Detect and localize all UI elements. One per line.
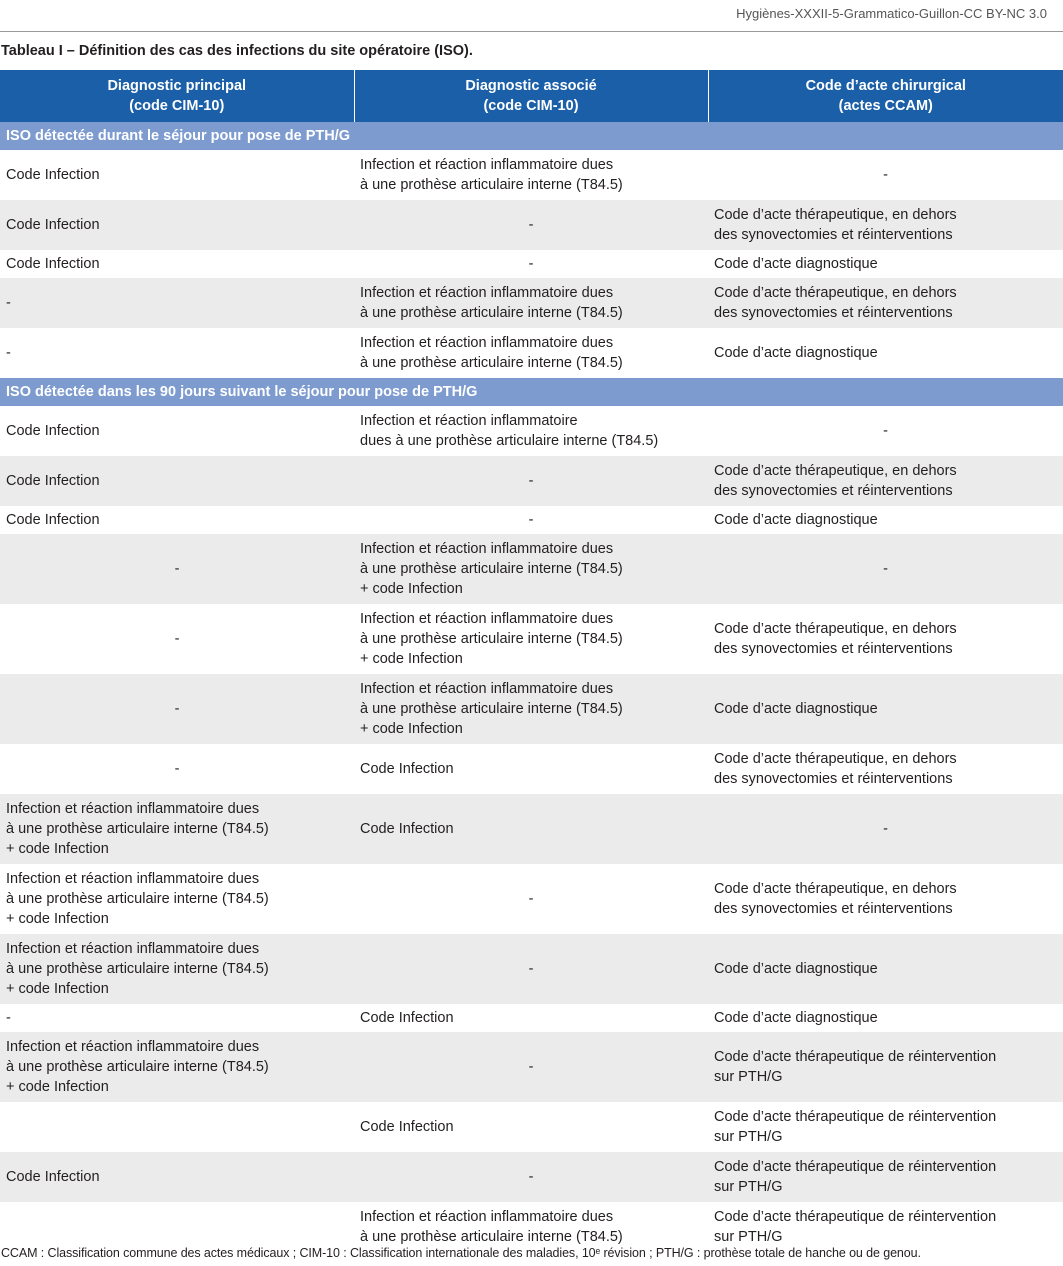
table-cell-diagnostic-principal: - (6, 1010, 11, 1026)
table-row (0, 744, 1063, 794)
table-cell-code-acte: Code d’acte diagnostique (714, 345, 878, 361)
table-cell-diagnostic-associe: Infection et réaction inflammatoire dues à une prothèse articulaire interne (T84.5) (360, 157, 623, 193)
table-cell-diagnostic-associe: - (354, 456, 708, 506)
header-sublabel: (code CIM-10) (129, 98, 225, 114)
table-row (0, 200, 1063, 250)
table-row (0, 794, 1063, 864)
table-cell-diagnostic-associe: - (528, 891, 534, 907)
table-row (0, 864, 1063, 934)
table-cell-diagnostic-associe: Infection et réaction inflammatoire dues à une prothèse articulaire interne (T84.5) (360, 335, 623, 371)
table-cell-diagnostic-principal: Code Infection (6, 512, 100, 528)
section-header-row (0, 378, 1063, 406)
table-cell-diagnostic-principal: Code Infection (0, 1152, 354, 1202)
table-cell-diagnostic-associe: Code Infection (360, 1119, 454, 1135)
table-cell-code-acte: Code d’acte thérapeutique de réintervention sur PTH/G (708, 1032, 1063, 1102)
section-header-row (0, 122, 1063, 150)
table-cell-code-acte: Code d’acte diagnostique (714, 512, 878, 528)
table-cell-diagnostic-associe: Infection et réaction inflammatoire dues à une prothèse articulaire interne (T84.5) (360, 1209, 623, 1245)
header-sublabel: (actes CCAM) (838, 98, 933, 114)
table-cell-diagnostic-principal: - (0, 674, 354, 744)
iso-definition-table (0, 70, 1063, 1252)
table-cell-code-acte: Code d’acte thérapeutique, en dehors des synovectomies et réinterventions (708, 200, 1063, 250)
table-cell-diagnostic-principal: - (174, 631, 180, 647)
table-cell-diagnostic-associe: Code Infection (360, 1010, 454, 1026)
table-cell-code-acte: - (708, 794, 1063, 864)
table-cell-code-acte: Code d’acte thérapeutique de réintervention sur PTH/G (714, 1209, 997, 1245)
table-row (0, 278, 1063, 328)
table-cell-diagnostic-principal: - (174, 761, 180, 777)
table-row (0, 934, 1063, 1004)
table-cell-code-acte: Code d’acte thérapeutique, en dehors des synovectomies et réinterventions (714, 881, 957, 917)
header-label: Code d’acte chirurgical (805, 78, 966, 94)
table-row (0, 150, 1063, 200)
table-cell-diagnostic-principal: Infection et réaction inflammatoire dues à une prothèse articulaire interne (T84.5) + code Infection (0, 794, 354, 864)
table-row (0, 328, 1063, 378)
header-divider (0, 31, 1063, 32)
table-cell-code-acte: Code d’acte thérapeutique, en dehors des synovectomies et réinterventions (714, 621, 957, 657)
table-row (0, 604, 1063, 674)
table-row (0, 250, 1063, 278)
table-row (0, 1032, 1063, 1102)
table-cell-diagnostic-principal: Code Infection (6, 167, 100, 183)
table-cell-diagnostic-associe: Code Infection (360, 761, 454, 777)
table-cell-diagnostic-principal: Code Infection (6, 256, 100, 272)
table-cell-code-acte: Code d’acte diagnostique (708, 934, 1063, 1004)
header-sublabel: (code CIM-10) (483, 98, 579, 114)
table-cell-diagnostic-associe: - (354, 1152, 708, 1202)
header-diagnostic-associe (354, 70, 708, 122)
table-cell-code-acte: Code d’acte thérapeutique, en dehors des synovectomies et réinterventions (714, 751, 957, 787)
table-cell-code-acte: - (883, 167, 888, 183)
table-cell-diagnostic-principal: Infection et réaction inflammatoire dues à une prothèse articulaire interne (T84.5) + code Infection (0, 1032, 354, 1102)
table-cell-diagnostic-principal: Code Infection (6, 423, 100, 439)
table-cell-diagnostic-principal: Infection et réaction inflammatoire dues à une prothèse articulaire interne (T84.5) + code Infection (0, 934, 354, 1004)
running-head: Hygiènes-XXXII-5-Grammatico-Guillon-CC BY-NC 3.0 (736, 6, 1047, 21)
table-cell-diagnostic-associe: - (528, 512, 534, 528)
header-label: Diagnostic associé (465, 78, 597, 94)
table-row (0, 1202, 1063, 1252)
table-cell-diagnostic-associe: - (528, 256, 534, 272)
table-row (0, 1102, 1063, 1152)
header-code-acte (708, 70, 1063, 122)
table-row (0, 406, 1063, 456)
table-cell-code-acte: Code d’acte diagnostique (714, 1010, 878, 1026)
table-footnote: CCAM : Classification commune des actes médicaux ; CIM-10 : Classification internationale des maladies, 10ᵉ révision ; PTH/G : prothèse totale de hanche ou de genou. (1, 1246, 921, 1260)
table-cell-diagnostic-associe: - (354, 200, 708, 250)
table-header-row (0, 70, 1063, 122)
table-cell-diagnostic-principal: - (0, 278, 354, 328)
header-diagnostic-principal (0, 70, 354, 122)
table-row (0, 674, 1063, 744)
table-cell-code-acte: Code d’acte thérapeutique, en dehors des synovectomies et réinterventions (708, 278, 1063, 328)
section-title: ISO détectée dans les 90 jours suivant le séjour pour pose de PTH/G (0, 378, 1063, 406)
table-row (0, 1004, 1063, 1032)
table-cell-diagnostic-associe: Code Infection (354, 794, 708, 864)
table-cell-diagnostic-associe: Infection et réaction inflammatoire dues à une prothèse articulaire interne (T84.5) + code Infection (354, 534, 708, 604)
table-caption: Tableau I – Définition des cas des infections du site opératoire (ISO). (1, 43, 473, 59)
table-cell-code-acte: - (883, 423, 888, 439)
table-row (0, 506, 1063, 534)
table-cell-diagnostic-principal: Code Infection (0, 200, 354, 250)
table-cell-code-acte: Code d’acte diagnostique (714, 256, 878, 272)
table-cell-diagnostic-associe: Infection et réaction inflammatoire dues à une prothèse articulaire interne (T84.5) (360, 413, 659, 449)
table-cell-diagnostic-associe: Infection et réaction inflammatoire dues à une prothèse articulaire interne (T84.5) (354, 278, 708, 328)
table-cell-code-acte: Code d’acte diagnostique (708, 674, 1063, 744)
table-cell-code-acte: Code d’acte thérapeutique de réintervention sur PTH/G (714, 1109, 997, 1145)
table-cell-code-acte: - (708, 534, 1063, 604)
section-title: ISO détectée durant le séjour pour pose de PTH/G (0, 122, 1063, 150)
header-label: Diagnostic principal (107, 78, 247, 94)
table-cell-diagnostic-principal (0, 1102, 354, 1152)
table-cell-diagnostic-principal: Infection et réaction inflammatoire dues à une prothèse articulaire interne (T84.5) + code Infection (6, 871, 269, 927)
table-cell-diagnostic-associe: Infection et réaction inflammatoire dues à une prothèse articulaire interne (T84.5) + code Infection (354, 674, 708, 744)
table-cell-diagnostic-principal (0, 1202, 354, 1252)
table-cell-diagnostic-principal: Code Infection (0, 456, 354, 506)
table-cell-diagnostic-associe: - (354, 1032, 708, 1102)
table-cell-diagnostic-principal: - (6, 345, 11, 361)
table-cell-code-acte: Code d’acte thérapeutique, en dehors des synovectomies et réinterventions (708, 456, 1063, 506)
table-cell-diagnostic-associe: - (354, 934, 708, 1004)
table-cell-code-acte: Code d’acte thérapeutique de réintervention sur PTH/G (708, 1152, 1063, 1202)
table-body (0, 122, 1063, 1252)
table-row (0, 1152, 1063, 1202)
table-row (0, 534, 1063, 604)
table-row (0, 456, 1063, 506)
table-cell-diagnostic-principal: - (0, 534, 354, 604)
table-cell-diagnostic-associe: Infection et réaction inflammatoire dues à une prothèse articulaire interne (T84.5) + code Infection (360, 611, 623, 667)
